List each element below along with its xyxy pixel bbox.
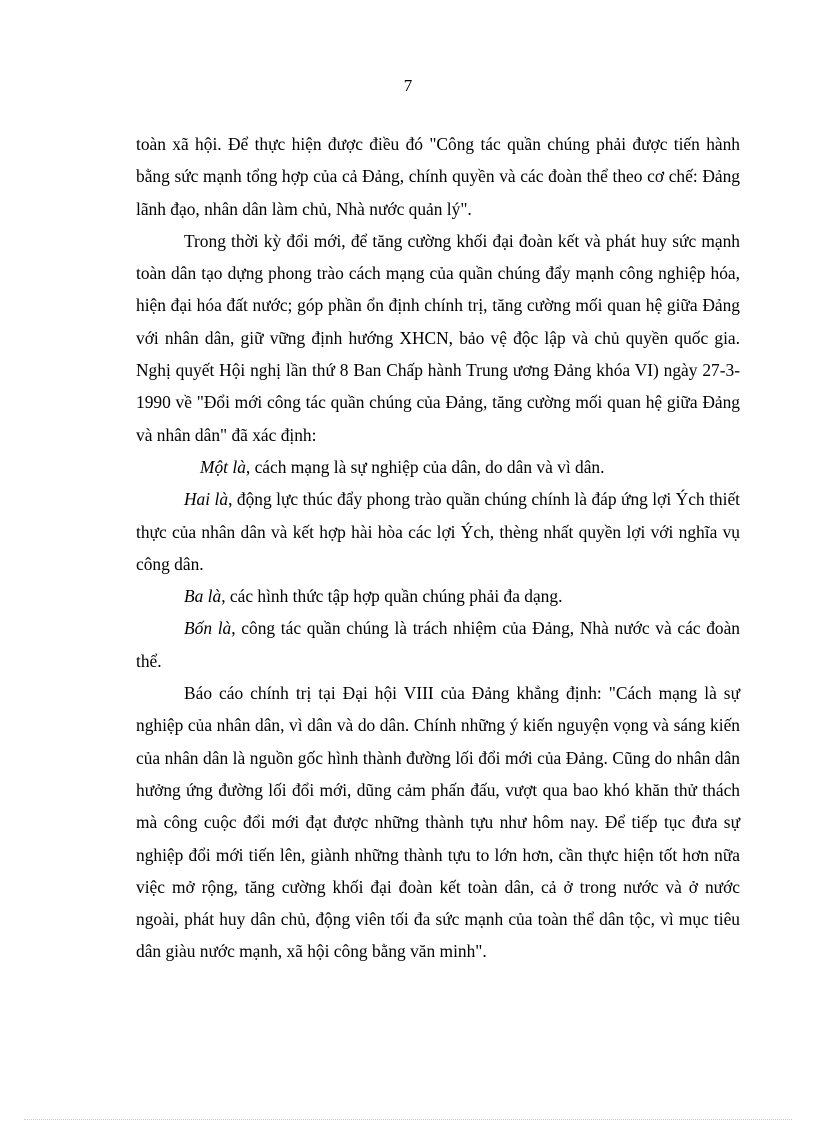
paragraph-point-four: [136, 612, 740, 677]
paragraph-text: , động lực thúc đẩy phong trào quần chúng chính là đáp ứng lợi Ých thiết thực của nhân dân và kết hợp hài hòa các lợi Ých, thèng nhất quyền lợi với nghĩa vụ công dân.: [136, 489, 740, 574]
paragraph-text: Trong thời kỳ đổi mới, để tăng cường khối đại đoàn kết và phát huy sức mạnh toàn dân tạo dựng phong trào cách mạng của quần chúng đẩy mạnh công nghiệp hóa, hiện đại hóa đất nước; góp phần ổn định chính trị, tăng cường mối quan hệ giữa Đảng với nhân dân, giữ vững định hướng XHCN, bảo vệ độc lập và chủ quyền quốc gia. Nghị quyết Hội nghị lần thứ 8 Ban Chấp hành Trung ương Đảng khóa VI) ngày 27-3-1990 về "Đổi mới công tác quần chúng của Đảng, tăng cường mối quan hệ giữa Đảng và nhân dân" đã xác định:: [136, 230, 740, 445]
paragraph-text: , các hình thức tập hợp quần chúng phải đa dạng.: [221, 586, 563, 607]
paragraph-continuation: [136, 128, 740, 225]
body-text: [136, 128, 740, 968]
paragraph-text: Báo cáo chính trị tại Đại hội VIII của Đảng khẳng định: "Cách mạng là sự nghiệp của nhân dân, vì dân và do dân. Chính những ý kiến nguyện vọng và sáng kiến của nhân dân là nguồn gốc hình thành đường lối đổi mới của Đảng. Cũng do nhân dân hưởng ứng đường lối đổi mới, dũng cảm phấn đấu, vượt qua bao khó khăn thử thách mà công cuộc đổi mới đạt được những thành tựu như hôm nay. Để tiếp tục đưa sự nghiệp đổi mới tiến lên, giành những thành tựu to lớn hơn, cần thực hiện tốt hơn nữa việc mở rộng, tăng cường khối đại đoàn kết toàn dân, cả ở trong nước và ở nước ngoài, phát huy dân chủ, động viên tối đa sức mạnh của toàn thể dân tộc, vì mục tiêu dân giàu nước mạnh, xã hội công bằng văn minh".: [136, 683, 740, 962]
point-lead: Một là: [200, 456, 246, 477]
paragraph-point-two: [136, 483, 740, 580]
paragraph-point-one: [136, 451, 740, 483]
paragraph-text: , công tác quần chúng là trách nhiệm của Đảng, Nhà nước và các đoàn thể.: [136, 618, 741, 671]
point-lead: Ba là: [184, 586, 222, 607]
point-lead: Hai là: [184, 489, 229, 510]
page-bottom-rule: [24, 1119, 792, 1120]
page-number: 7: [403, 76, 413, 95]
paragraph-renovation-period: [136, 225, 740, 451]
point-lead: Bốn là: [184, 618, 232, 639]
paragraph-text: , cách mạng là sự nghiệp của dân, do dân và vì dân.: [245, 456, 605, 477]
paragraph-political-report: [136, 677, 740, 968]
paragraph-point-three: [136, 580, 740, 612]
paragraph-text: toàn xã hội. Để thực hiện được điều đó "Công tác quần chúng phải được tiến hành bằng sức mạnh tổng hợp của cả Đảng, chính quyền và các đoàn thể theo cơ chế: Đảng lãnh đạo, nhân dân làm chủ, Nhà nước quản lý".: [136, 134, 740, 219]
